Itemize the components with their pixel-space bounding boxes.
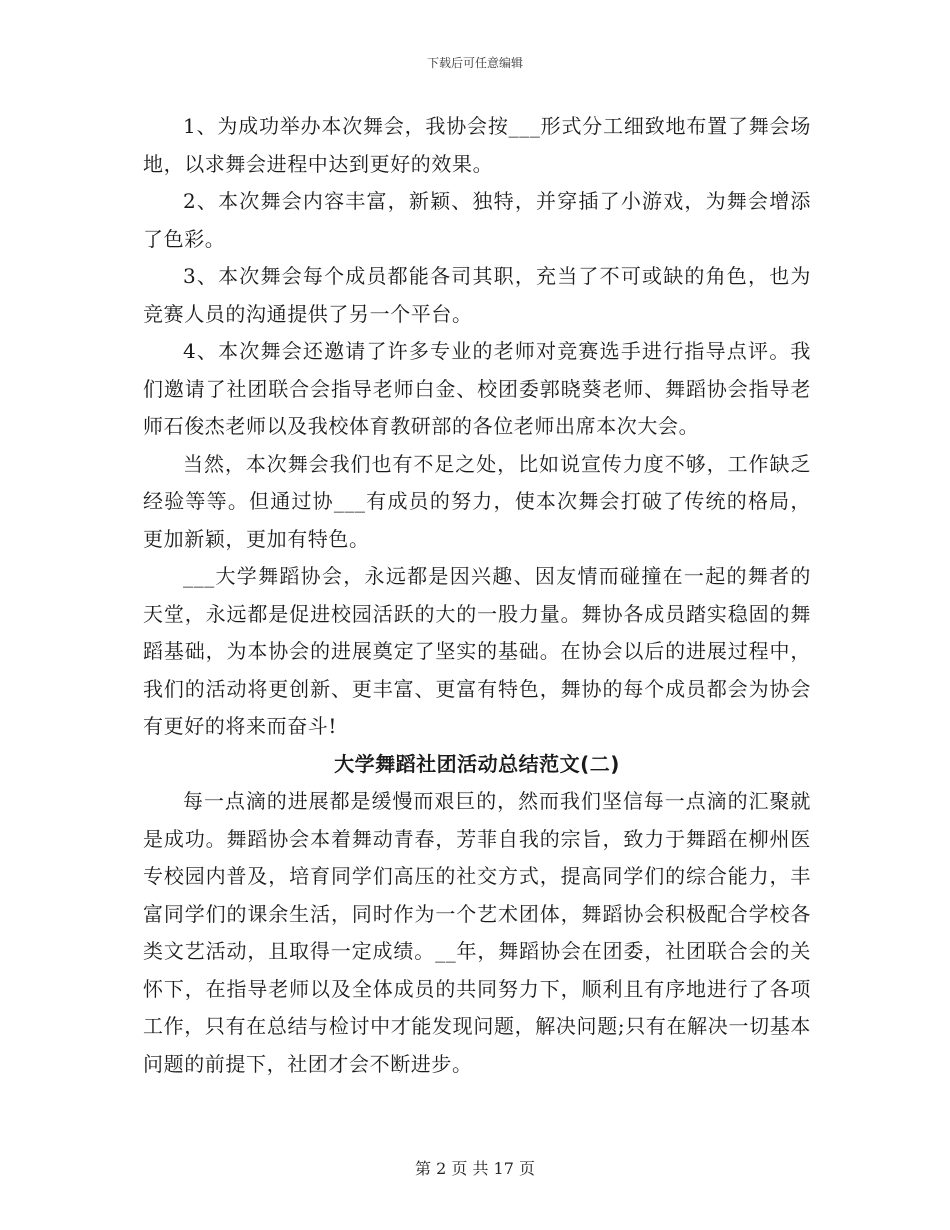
- paragraph-6: ___大学舞蹈协会，永远都是因兴趣、因友情而碰撞在一起的舞者的天堂，永远都是促进校园活跃的大的一股力量。舞协各成员踏实稳固的舞蹈基础，为本协会的进展奠定了坚实的基础。在协会以后的进展过程中，我们的活动将更创新、更丰富、更富有特色，舞协的每个成员都会为协会有更好的将来而奋斗!: [143, 564, 811, 738]
- paragraph-2: 2、本次舞会内容丰富，新颖、独特，并穿插了小游戏，为舞会增添了色彩。: [143, 189, 811, 251]
- paragraph-7: 每一点滴的进展都是缓慢而艰巨的，然而我们坚信每一点滴的汇聚就是成功。舞蹈协会本着舞动青春，芳菲自我的宗旨，致力于舞蹈在柳州医专校园内普及，培育同学们高压的社交方式，提高同学们的综合能力，丰富同学们的课余生活，同时作为一个艺术团体，舞蹈协会积极配合学校各类文艺活动，且取得一定成绩。__年，舞蹈协会在团委，社团联合会的关怀下，在指导老师以及全体成员的共同努力下，顺利且有序地进行了各项工作，只有在总结与检讨中才能发现问题，解决问题;只有在解决一切基本问题的前提下，社团才会不断进步。: [143, 789, 811, 1076]
- page-header: 下载后可任意编辑: [426, 56, 523, 70]
- document-body: [143, 108, 811, 1083]
- paragraph-5: 当然，本次舞会我们也有不足之处，比如说宣传力度不够，工作缺乏经验等等。但通过协___有成员的努力，使本次舞会打破了传统的格局，更加新颖，更加有特色。: [143, 451, 811, 551]
- paragraph-1: 1、为成功举办本次舞会，我协会按___形式分工细致地布置了舞会场地，以求舞会进程中达到更好的效果。: [143, 114, 811, 176]
- page-footer: 第 2 页 共 17 页: [415, 1159, 535, 1178]
- paragraph-4: 4、本次舞会还邀请了许多专业的老师对竞赛选手进行指导点评。我们邀请了社团联合会指导老师白金、校团委郭晓葵老师、舞蹈协会指导老师石俊杰老师以及我校体育教研部的各位老师出席本次大会。: [143, 339, 811, 438]
- section-title: 大学舞蹈社团活动总结范文(二): [334, 751, 620, 776]
- paragraph-3: 3、本次舞会每个成员都能各司其职，充当了不可或缺的角色，也为竞赛人员的沟通提供了另一个平台。: [143, 264, 811, 326]
